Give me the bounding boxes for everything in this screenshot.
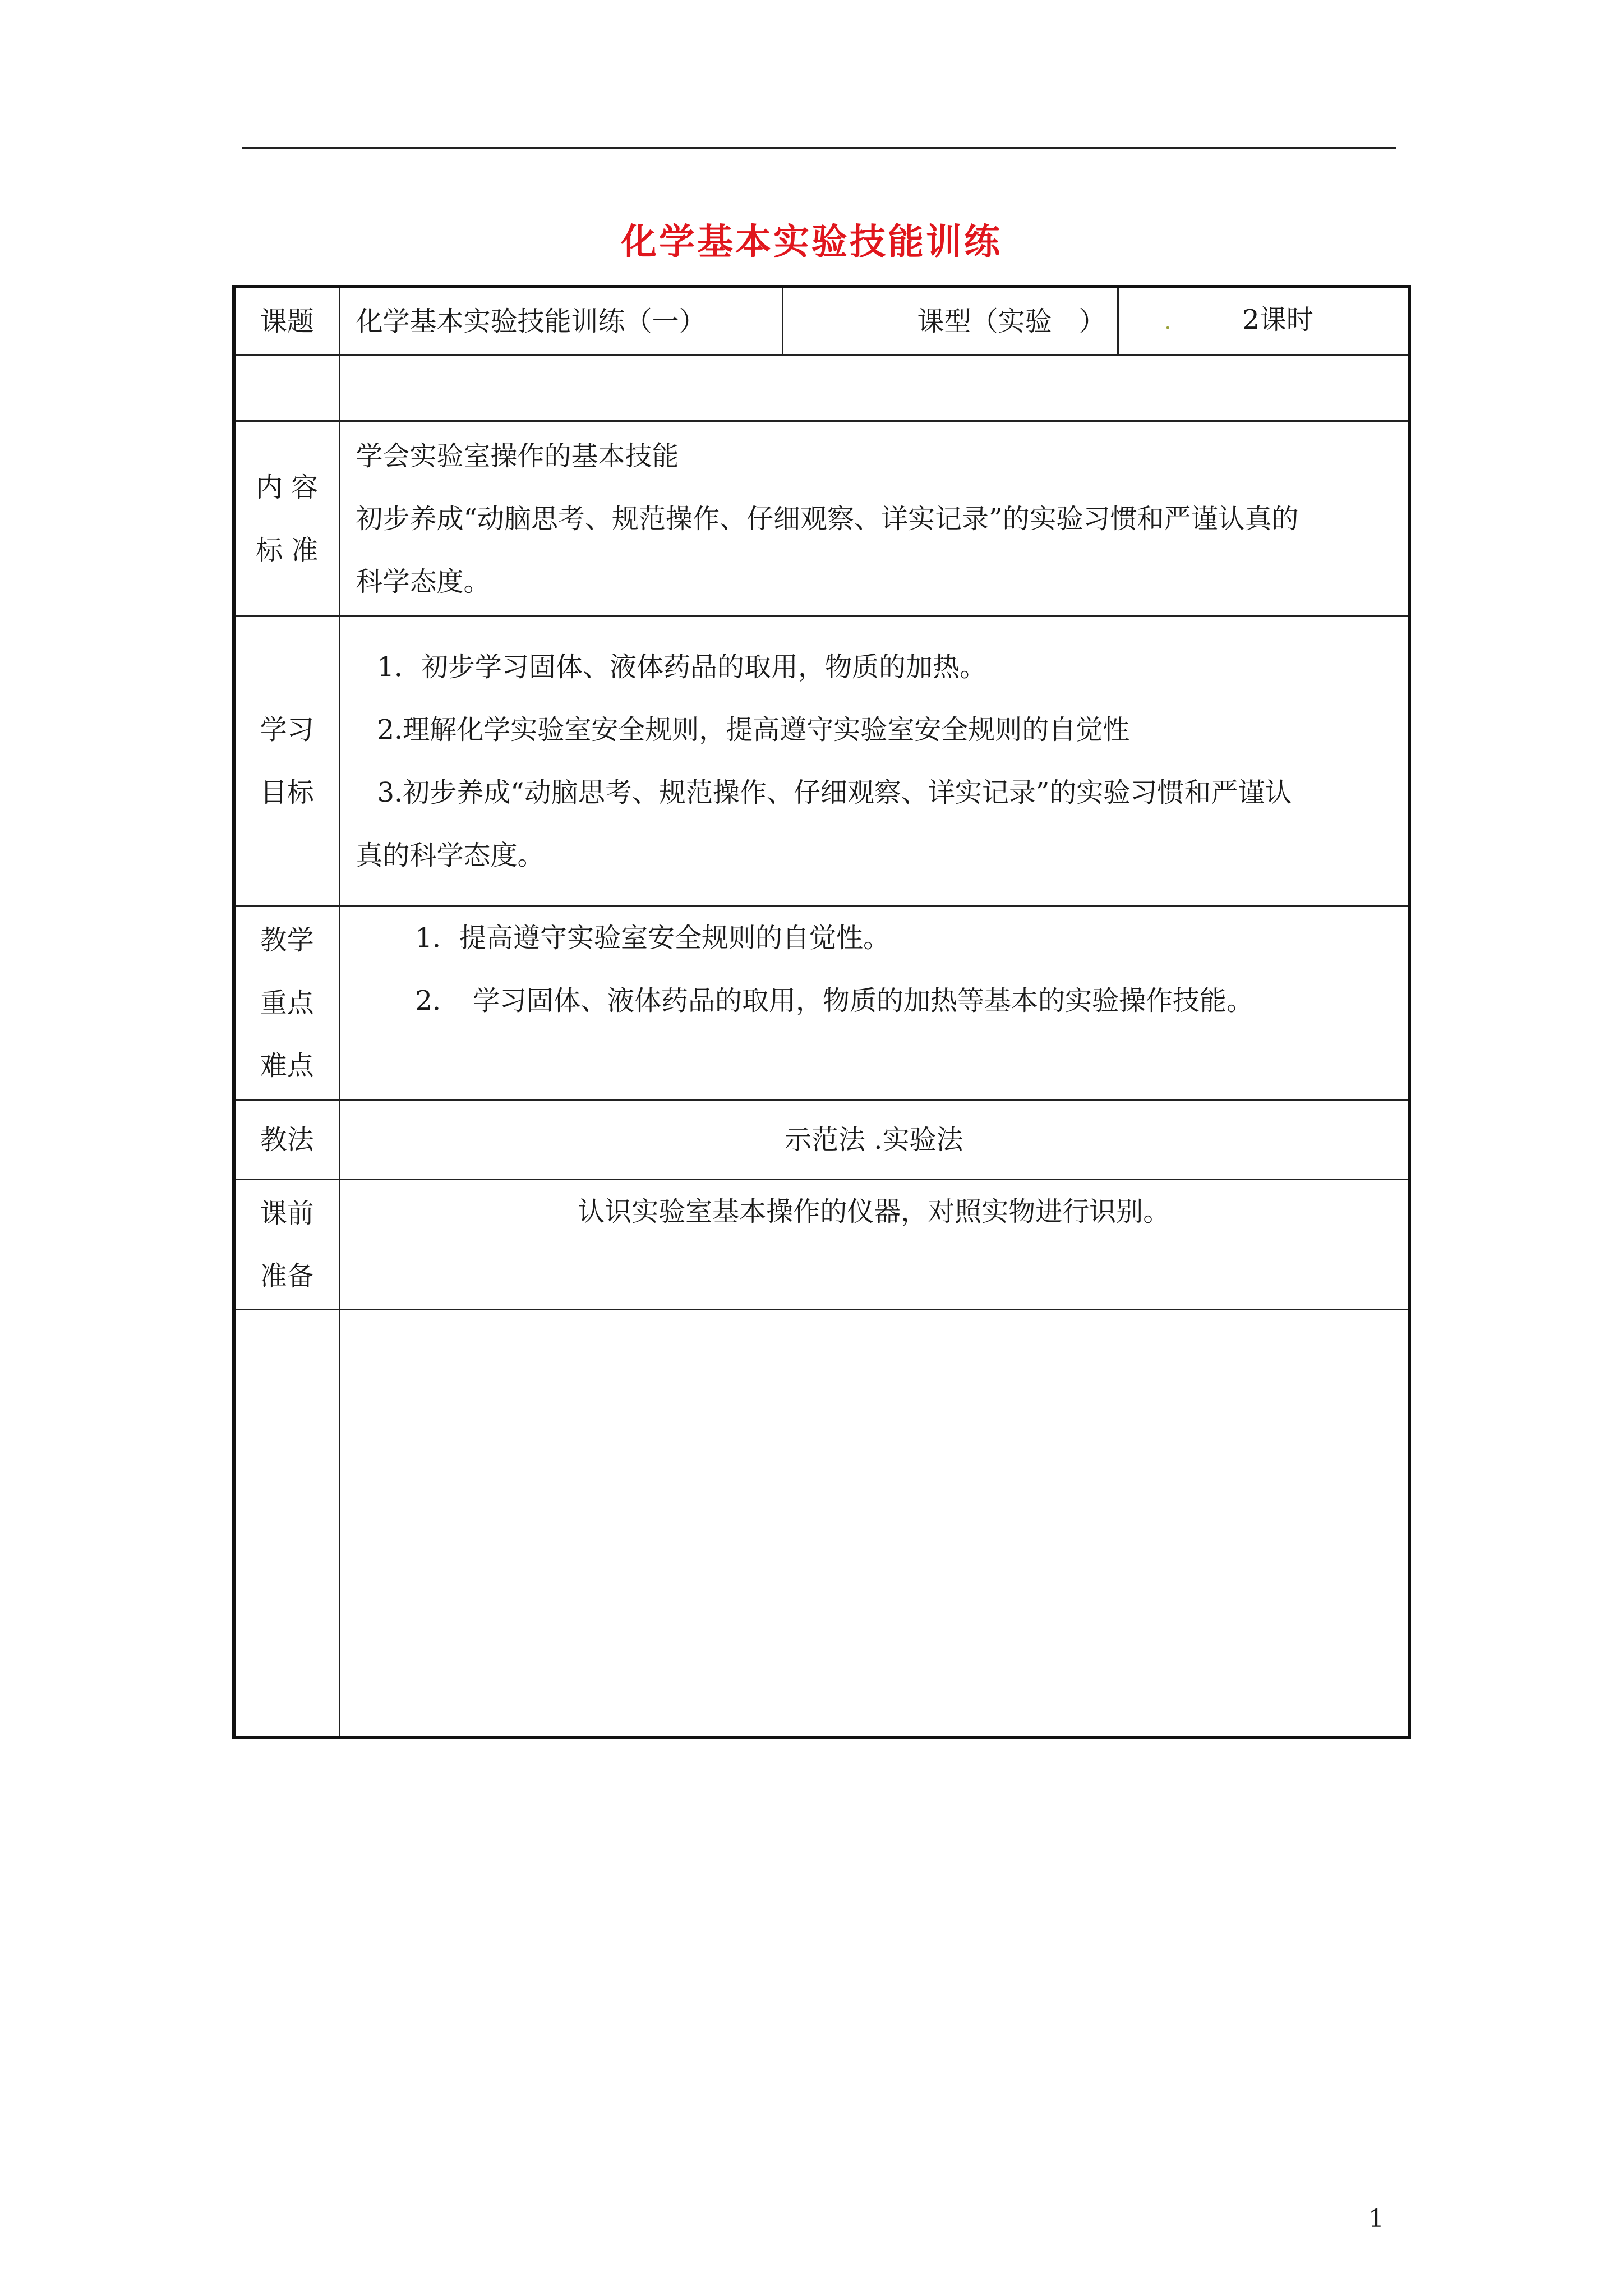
lesson-type: 课型（实验 ） [782, 287, 1118, 355]
focus-label-line2: 重点 [260, 987, 314, 1019]
focus-label [234, 906, 339, 1100]
standard-line: 初步养成“动脑思考、规范操作、仔细观察、详实记录”的实验习惯和严谨认真的 [356, 503, 1299, 535]
lesson-hours: 2课时 [1242, 304, 1313, 335]
standard-line: 科学态度。 [356, 565, 491, 597]
standard-line: 学会实验室操作的基本技能 [356, 440, 679, 472]
blank-label-cell [234, 355, 339, 421]
goals-label-line1: 学习 [260, 714, 314, 746]
focus-label-line3: 难点 [260, 1050, 314, 1082]
method-row [234, 1100, 1409, 1180]
prep-label-line2: 准备 [260, 1260, 314, 1292]
standard-label [234, 421, 339, 616]
method-value: 示范法 .实验法 [339, 1100, 1409, 1180]
topic-row [234, 287, 1409, 355]
prep-value: 认识实验室基本操作的仪器，对照实物进行识别。 [339, 1180, 1409, 1310]
notes-label-cell [234, 1310, 339, 1737]
goal-line: 3.初步养成“动脑思考、规范操作、仔细观察、详实记录”的实验习惯和严谨认 [377, 776, 1292, 808]
goals-label [234, 616, 339, 906]
prep-label [234, 1180, 339, 1310]
standard-content [339, 421, 1409, 616]
goals-content [339, 616, 1409, 906]
focus-line: 1．提高遵守实验室安全规则的自觉性。 [415, 922, 891, 954]
focus-row [234, 906, 1409, 1100]
goal-line: 真的科学态度。 [356, 839, 545, 871]
prep-row [234, 1180, 1409, 1310]
goal-line: 1．初步学习固体、液体药品的取用，物质的加热。 [377, 651, 987, 683]
topic-label: 课题 [234, 287, 339, 355]
notes-row [234, 1310, 1409, 1737]
notes-content-cell [339, 1310, 1409, 1737]
header-rule [242, 147, 1396, 149]
blank-value-cell [339, 355, 1409, 421]
prep-label-line1: 课前 [260, 1197, 314, 1229]
topic-value: 化学基本实验技能训练（一） [339, 287, 782, 355]
goals-label-line2: 目标 [260, 776, 314, 808]
blank-row [234, 355, 1409, 421]
lesson-hours-cell [1118, 287, 1409, 355]
lesson-plan-table [232, 285, 1411, 1739]
standard-row [234, 421, 1409, 616]
document-title: 化学基本实验技能训练 [621, 222, 1002, 263]
goals-row [234, 616, 1409, 906]
focus-label-line1: 教学 [260, 924, 314, 956]
standard-label-line2: 标 准 [256, 534, 319, 566]
standard-label-line1: 内 容 [256, 471, 319, 503]
focus-content [339, 906, 1409, 1100]
stray-mark: . [1164, 311, 1171, 334]
method-label: 教法 [234, 1100, 339, 1180]
focus-line: 2． 学习固体、液体药品的取用，物质的加热等基本的实验操作技能。 [415, 985, 1254, 1016]
goal-line: 2.理解化学实验室安全规则，提高遵守实验室安全规则的自觉性 [377, 714, 1130, 746]
page-number: 1 [1368, 2205, 1384, 2233]
